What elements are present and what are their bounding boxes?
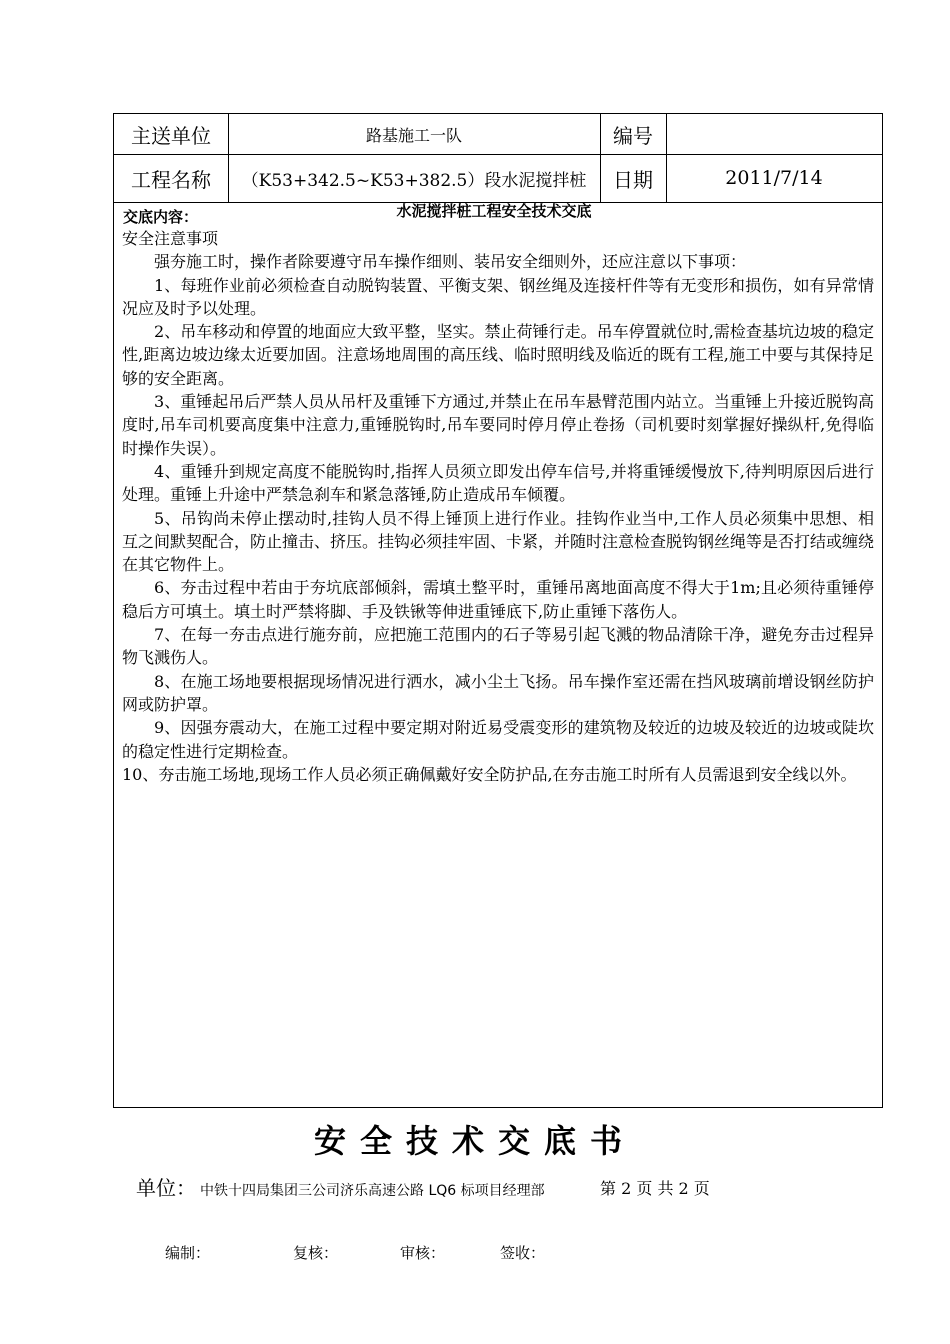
list-item: 8、在施工场地要根据现场情况进行洒水，减小尘土飞扬。吊车操作室还需在挡风玻璃前增设钢丝防护网或防护罩。 — [122, 671, 874, 714]
number-label: 编号 — [613, 123, 653, 148]
list-item: 10、夯击施工场地,现场工作人员必须正确佩戴好安全防护品,在夯击施工时所有人员需退到安全线以外。 — [122, 764, 857, 784]
project-label: 工程名称 — [131, 167, 211, 192]
disclosure-form — [113, 113, 883, 1108]
date-label: 日期 — [613, 167, 653, 192]
number-value — [666, 114, 882, 154]
audit-label: 审核： — [400, 1244, 446, 1262]
unit-value: 中铁十四局集团三公司济乐高速公路 LQ6 标项目经理部 — [200, 1183, 545, 1199]
list-item: 2、吊车移动和停置的地面应大致平整，坚实。禁止荷锤行走。吊车停置就位时,需检查基坑边坡的稳定性,距离边坡边缘太近要加固。注意场地周围的高压线、临时照明线及临近的既有工程,施工中要与其保持足够的安全距离。 — [122, 322, 874, 388]
compile-label: 编制： — [165, 1244, 211, 1262]
sign-label: 签收： — [500, 1244, 546, 1262]
unit-label: 单位： — [136, 1176, 196, 1200]
list-item: 1、每班作业前必须检查自动脱钩装置、平衡支架、钢丝绳及连接杆件等有无变形和损伤，如有异常情况应及时予以处理。 — [122, 275, 874, 318]
page-info: 第 2 页 共 2 页 — [600, 1179, 710, 1198]
list-item: 4、重锤升到规定高度不能脱钩时,指挥人员须立即发出停车信号,并将重锤缓慢放下,待判明原因后进行处理。重锤上升途中严禁急刹车和紧急落锤,防止造成吊车倾覆。 — [122, 461, 874, 505]
subheading: 安全注意事项 — [122, 229, 219, 248]
content-header: 交底内容： — [123, 208, 199, 226]
list-item: 3、重锤起吊后严禁人员从吊杆及重锤下方通过,并禁止在吊车悬臂范围内站立。当重锤上升接近脱钩高度时,吊车司机要高度集中注意力,重锤脱钩时,吊车要同时停月停止卷扬（司机要时刻掌握好操纵杆,免得临时操作失误）。 — [122, 392, 874, 458]
document-title: 安全技术交底书 — [313, 1122, 636, 1160]
list-item: 6、夯击过程中若由于夯坑底部倾斜，需填土整平时，重锤吊离地面高度不得大于1m;且必须待重锤停稳后方可填土。填土时严禁将脚、手及铁锹等伸进重锤底下,防止重锤下落伤人。 — [122, 578, 874, 621]
content-body — [122, 227, 874, 786]
content-title: 水泥搅拌桩工程安全技术交底 — [396, 202, 592, 220]
unit-row — [136, 1172, 545, 1201]
date-value: 2011/7/14 — [725, 167, 823, 189]
sender-value: 路基施工一队 — [365, 125, 462, 145]
sender-label: 主送单位 — [131, 123, 211, 148]
list-item: 5、吊钩尚未停止摆动时,挂钩人员不得上锤顶上进行作业。挂钩作业当中,工作人员必须集中思想、相互之间默契配合，防止撞击、挤压。挂钩必须挂牢固、卡紧，并随时注意检查脱钩钢丝绳等是否打结或缠绕在其它物件上。 — [122, 508, 875, 575]
project-value: （K53+342.5~K53+382.5）段水泥搅拌桩 — [241, 170, 587, 191]
list-item: 9、因强夯震动大，在施工过程中要定期对附近易受震变形的建筑物及较近的边坡及较近的边坡或陡坎的稳定性进行定期检查。 — [122, 718, 874, 761]
list-item: 7、在每一夯击点进行施夯前，应把施工范围内的石子等易引起飞溅的物品清除干净，避免夯击过程异物飞溅伤人。 — [122, 625, 874, 668]
review-label: 复核： — [293, 1244, 339, 1262]
intro-paragraph: 强夯施工时，操作者除要遵守吊车操作细则、装吊安全细则外，还应注意以下事项： — [154, 252, 747, 272]
